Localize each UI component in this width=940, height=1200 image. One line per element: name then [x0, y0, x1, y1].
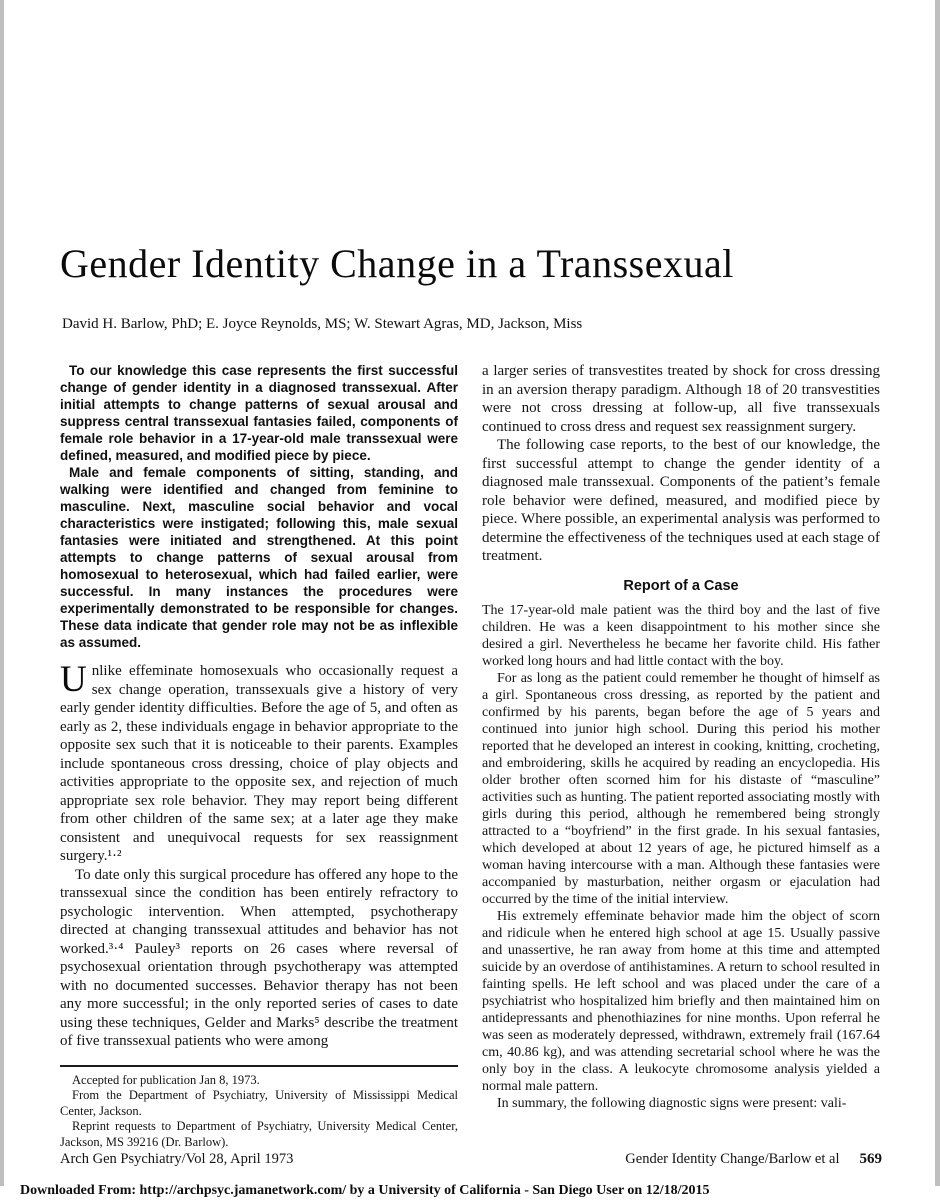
case-paragraph-1: The 17-year-old male patient was the third boy and the last of five children. He was a keen disappointment to his mother since she desired a girl. Nevertheless he became her favorite child. His father worked long hours and had little contact with the boy.: [482, 603, 880, 669]
running-head-text: Gender Identity Change/Barlow et al: [625, 1151, 840, 1167]
intro-paragraph-1-text: nlike effeminate homosexuals who occasionally request a sex change operation, transsexuals give a history of very early gender identity difficulties. Before the age of 5, and often as early as 2, these individuals engage in behavior appropriate to the opposite sex such that it is noticeable to their parents. Examples include spontaneous cross dressing, choice of play objects and activities appropriate to the opposite sex, and rejection of much appropriate sex role behavior. They may report being different from other children of the same sex; at a later age they make consistent and unequivocal requests for sex reassignment surgery.¹·²: [60, 663, 458, 864]
case-paragraph-3: His extremely effeminate behavior made him the object of scorn and ridicule when he entered high school at age 15. Usually passive and unassertive, he ran away from home at this time and attempted suicide by an overdose of antihistamines. A return to school resulted in fainting spells. He left school and was placed under the care of a psychiatrist who hospitalized him briefly and then maintained him on antidepressants and phenothiazines for nine months. Upon referral he was seen as moderately depressed, withdrawn, extremely frail (167.64 cm, 40.86 kg), and was attending secretarial school where he was the only boy in the class. A leukocyte chromosome analysis yielded a normal male pattern.: [482, 909, 880, 1094]
section-heading-report-of-a-case: Report of a Case: [623, 577, 739, 594]
footnote-accepted: Accepted for publication Jan 8, 1973.: [72, 1072, 260, 1087]
case-paragraph-2: For as long as the patient could remember he thought of himself as a girl. Spontaneous cross dressing, as reported by the patient and confirmed by his parents, began before the age of 5 years and continued into junior high school. During this period his mother reported that he developed an interest in cooking, knitting, crocheting, and embroidering, skills he acquired by reading an encyclopedia. His older brother often scorned him for his distaste of “masculine” activities such as hunting. The patient reported associating mostly with girls during this period, although he remembered being strongly attracted to a “boyfriend” in the first grade. In his sexual fantasies, which developed at about 12 years of age, he pictured himself as a woman having intercourse with a man. Although these fantasies were accompanied by masturbation, neither orgasm or ejaculation had occurred by the time of the initial interview.: [482, 671, 880, 907]
case-paragraph-4: In summary, the following diagnostic signs were present: vali-: [497, 1096, 847, 1111]
two-column-body: [60, 362, 880, 1150]
footnote-reprints: Reprint requests to Department of Psychiatry, University Medical Center, Jackson, MS 39216 (Dr. Barlow).: [60, 1119, 458, 1149]
intro-paragraph-2: To date only this surgical procedure has offered any hope to the transsexual since the condition has been entirely refractory to psychologic intervention. When attempted, psychotherapy directed at changing transsexual attitudes and behavior has not worked.³·⁴ Pauley³ reports on 26 cases where reversal of psychosexual orientation through psychotherapy was attempted with no documented successes. Behavior therapy has not been any more successful; in the only reported series of cases to date using these techniques, Gelder and Marks⁵ describe the treatment of five transsexual patients who were among: [60, 866, 458, 1049]
right-paragraph-1: a larger series of transvestites treated by shock for cross dressing in an aversion therapy paradigm. Although 18 of 20 transvestities were not cross dressing at follow-up, all five transsexuals continued to cross dress and request sex reassignment surgery.: [482, 363, 880, 435]
case-report-text: [482, 602, 880, 1112]
running-head: [625, 1151, 882, 1168]
abstract-paragraph-1: To our knowledge this case represents the first successful change of gender identity in a diagnosed transsexual. After initial attempts to change patterns of sexual arousal and suppress central transsexual fantasies failed, components of female role behavior in a 17-year-old male transsexual were defined, measured, and modified piece by piece.: [60, 363, 458, 463]
article-title: Gender Identity Change in a Transsexual: [60, 241, 734, 286]
abstract-paragraph-2: Male and female components of sitting, standing, and walking were identified and changed from feminine to masculine. Next, masculine social behavior and vocal characteristics were instigated; following this, male sexual fantasies were initiated and strengthened. At this point attempts to change patterns of sexual arousal from homosexual to heterosexual, which had failed earlier, were successful. In many instances the procedures were experimentally demonstrated to be responsible for changes. These data indicate that gender role may not be as inflexible as assumed.: [60, 465, 458, 650]
page-number: 569: [859, 1151, 882, 1167]
footnote-block: [60, 1065, 458, 1151]
footnote-affiliation: From the Department of Psychiatry, University of Mississippi Medical Center, Jackson.: [60, 1088, 458, 1118]
abstract: [60, 362, 458, 651]
journal-footer: [60, 1151, 882, 1168]
page-edge-right: [935, 0, 940, 1186]
download-notice: Downloaded From: http://archpsyc.jamanetwork.com/ by a University of California - San Diego User on 12/18/2015: [20, 1183, 710, 1198]
right-column: [482, 362, 880, 1150]
introduction-text: [60, 659, 458, 1051]
drop-cap: U: [60, 659, 87, 700]
left-column: [60, 362, 458, 1150]
authors-line: David H. Barlow, PhD; E. Joyce Reynolds, MS; W. Stewart Agras, MD, Jackson, Miss: [62, 316, 583, 332]
page-edge-left: [0, 0, 4, 1186]
intro-paragraph-1: [60, 659, 458, 866]
journal-citation: Arch Gen Psychiatry/Vol 28, April 1973: [60, 1151, 294, 1167]
right-paragraph-2: The following case reports, to the best of our knowledge, the first successful attempt to change the gender identity of a diagnosed male transsexual. Components of the patient’s female role behavior were defined, measured, and modified piece by piece. Where possible, an experimental analysis was performed to determine the effectiveness of the techniques used at each stage of treatment.: [482, 437, 880, 564]
